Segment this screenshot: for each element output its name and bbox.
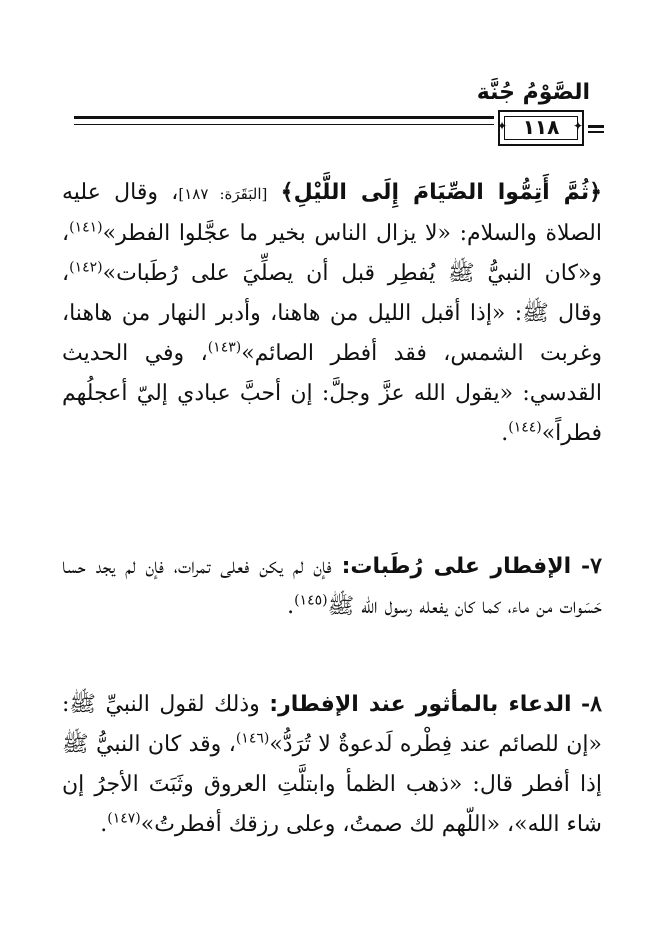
header-rule-bottom xyxy=(74,124,494,125)
list-item-heading: الإفطار على رُطَبات: xyxy=(341,554,572,579)
footnote-marker: (١٤٤) xyxy=(508,419,542,436)
header-rule-right-top xyxy=(588,125,604,128)
header-rule-right-bottom xyxy=(588,131,604,133)
paragraph-text: ، وقد كان النبيُّ ﷺ إذا أفطر قال: «ذهب الظمأ وابتلَّتِ العروق وثَبَتَ الأجرُ إن شاء الله»، «اللّهم لك صمتُ، وعلى رزقك أفطرتُ» xyxy=(62,732,602,837)
paragraph-text: ، وقال عليه الصلاة والسلام: «لا يزال الناس بخير ما عجَّلوا الفطر» xyxy=(62,180,602,246)
page-number: ١١٨ xyxy=(522,115,560,139)
quran-verse: ﴿ثُمَّ أَتِمُّوا الصِّيَامَ إِلَى اللَّيْلِ﴾ xyxy=(280,180,602,205)
paragraph-text: فإن لم يكن فعلى تمرات، فإن لم يجد حسا حَسَوات من ماء، كما كان يفعله رسول الله ﷺ xyxy=(62,554,602,619)
ornament-star-icon: ✦ xyxy=(573,119,584,133)
verse-reference: [البَقَرَة: ١٨٧] xyxy=(178,185,268,203)
list-item-7 xyxy=(62,546,602,627)
footnote-marker: (١٤٧) xyxy=(107,810,141,827)
footnote-marker: (١٤١) xyxy=(69,219,103,236)
paragraph-text: ، وقال ﷺ: «إذا أقبل الليل من هاهنا، وأدبر النهار من هاهنا، وغربت الشمس، فقد أفطر الصائم» xyxy=(62,261,602,366)
page-number-frame xyxy=(498,110,584,146)
footnote-marker: (١٤٢) xyxy=(69,259,103,276)
list-item-number: ٧- xyxy=(581,553,602,579)
footnote-marker: (١٤٦) xyxy=(235,730,270,747)
list-item-number: ٨- xyxy=(581,691,602,717)
footnote-marker: (١٤٣) xyxy=(207,339,242,356)
intro-paragraph xyxy=(62,173,602,454)
list-item-heading: الدعاء بالمأثور عند الإفطار: xyxy=(269,692,572,717)
paragraph-text: ، وفي الحديث القدسي: «يقول الله عزَّ وجلَّ: إن أحبَّ عبادي إليّ أعجلُهم فطراً» xyxy=(62,341,602,446)
paragraph-text: . xyxy=(100,812,108,837)
paragraph-text: . xyxy=(287,594,295,619)
paragraph-text: وذلك لقول النبيِّ ﷺ: «إن للصائم عند فِطْره لَدعوةٌ لا تُرَدُّ» xyxy=(62,692,602,757)
paragraph-text: ، و«كان النبيُّ ﷺ يُفطِر قبل أن يصلِّيَ على رُطَبات» xyxy=(62,221,602,286)
paragraph-text: . xyxy=(501,421,509,446)
ornament-star-icon: ✦ xyxy=(497,119,508,133)
header-rule-top xyxy=(74,116,494,119)
footnote-marker: (١٤٥) xyxy=(294,592,328,609)
book-title: الصَّوْمُ جُنَّة xyxy=(476,80,590,105)
list-item-8 xyxy=(62,684,602,845)
